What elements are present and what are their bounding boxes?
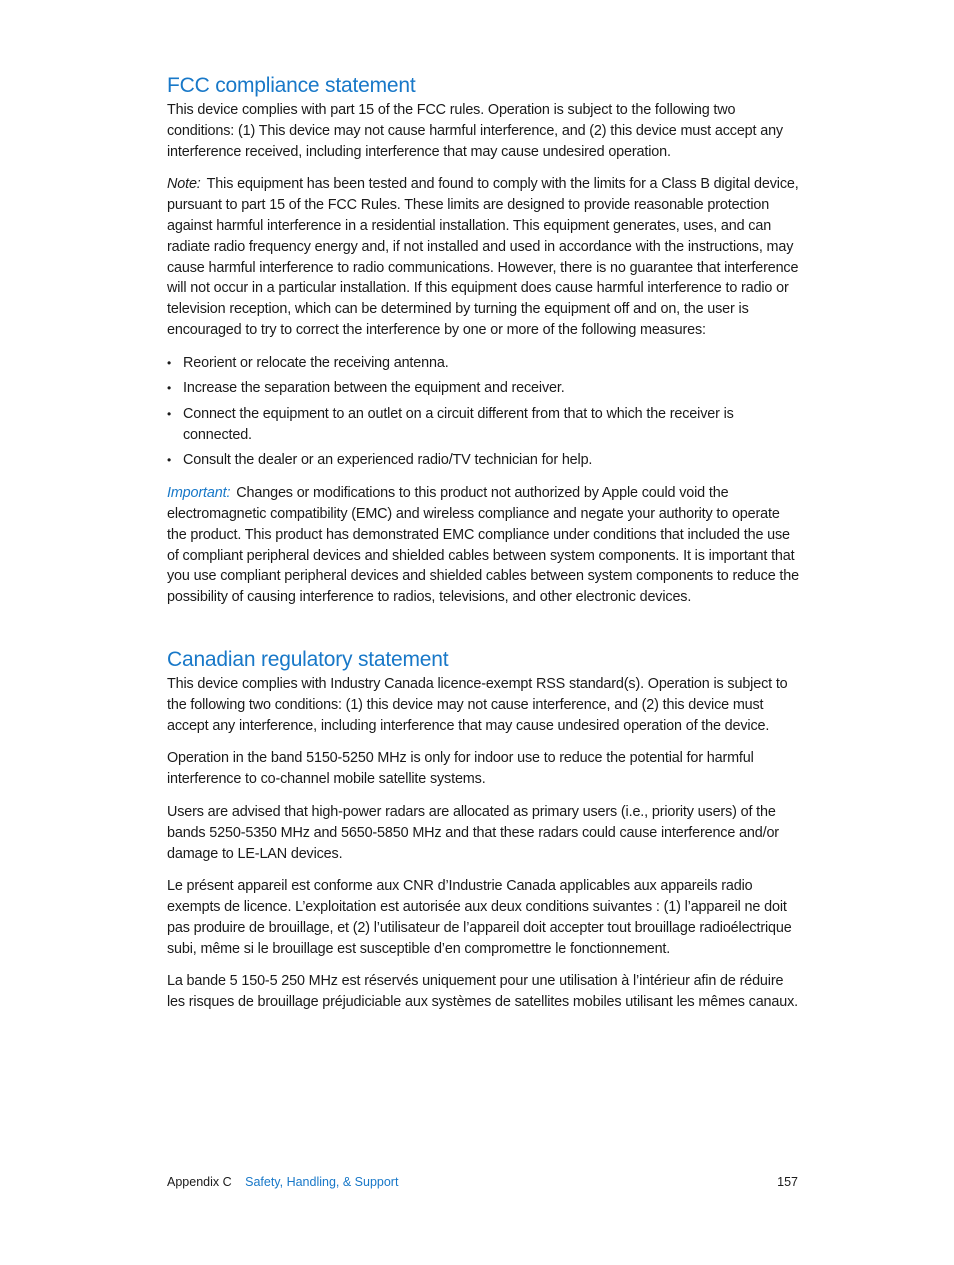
- list-item-text: Connect the equipment to an outlet on a circuit different from that to which the receiver is connected.: [183, 405, 734, 443]
- appendix-label: Appendix C: [167, 1175, 232, 1189]
- bullet-icon: •: [167, 381, 172, 396]
- list-item: [167, 353, 799, 374]
- canada-paragraph: This device complies with Industry Canada licence-exempt RSS standard(s). Operation is subject to the following two conditions: (1) this device may not cause interference, and (2) this device must accept any interference, including interference that may cause undesired operation of the device.: [167, 675, 788, 734]
- fcc-intro-paragraph: This device complies with part 15 of the FCC rules. Operation is subject to the following two conditions: (1) This device may not cause harmful interference, and (2) this device must accept any interference received, including interference that may cause undesired operation.: [167, 102, 783, 160]
- page-number: 157: [777, 1175, 798, 1189]
- canada-paragraph-french: Le présent appareil est conforme aux CNR d’Industrie Canada applicables aux appareils radio exempts de licence. L’exploitation est autorisée aux deux conditions suivantes : (1) l’appareil ne doit pas produire de brouillage, et (2) l’utilisateur de l’appareil doit accepter tout brouillage radioélectrique subi, même si le brouillage est susceptible d’en compromettre le fonctionnement.: [167, 878, 792, 957]
- list-item: [167, 378, 799, 399]
- fcc-measures-list: [167, 353, 799, 471]
- canada-paragraph: Operation in the band 5150-5250 MHz is only for indoor use to reduce the potential for harmful interference to co-channel mobile satellite systems.: [167, 750, 754, 788]
- canada-paragraph-french: La bande 5 150-5 250 MHz est réservés uniquement pour une utilisation à l’intérieur afin de réduire les risques de brouillage préjudiciable aux systèmes de satellites mobiles utilisant les mêmes canaux.: [167, 973, 799, 1011]
- fcc-heading: FCC compliance statement: [167, 74, 416, 97]
- page-content: [167, 72, 799, 1013]
- canada-paragraph: Users are advised that high-power radars are allocated as primary users (i.e., priority users) of the bands 5250-5350 MHz and 5650-5850 MHz and that these radars could cause interference and/or damage to LE-LAN devices.: [167, 803, 779, 862]
- canada-heading: Canadian regulatory statement: [167, 647, 449, 671]
- important-text: Changes or modifications to this product not authorized by Apple could void the electromagnetic compatibility (EMC) and wireless compliance and negate your authority to operate the product. This product has demonstrated EMC compliance under conditions that included the use of compliant peripheral devices and shielded cables between system components. It is important that you use compliant peripheral devices and shielded cables between system components to reduce the possibility of causing interference to radios, televisions, and other electronic devices.: [167, 485, 799, 606]
- bullet-icon: •: [167, 406, 172, 421]
- list-item: [167, 450, 799, 471]
- bullet-icon: •: [167, 453, 172, 468]
- list-item-text: Reorient or relocate the receiving antenna.: [183, 354, 449, 371]
- chapter-link[interactable]: Safety, Handling, & Support: [245, 1175, 399, 1189]
- list-item: [167, 404, 799, 446]
- page-footer: [167, 1173, 799, 1191]
- list-item-text: Consult the dealer or an experienced radio/TV technician for help.: [183, 452, 593, 469]
- fcc-important-paragraph: [167, 483, 799, 608]
- note-text: This equipment has been tested and found to comply with the limits for a Class B digital device, pursuant to part 15 of the FCC Rules. These limits are designed to provide reasonable protection against harmful interference in a residential installation. This equipment generates, uses, and can radiate radio frequency energy and, if not installed and used in accordance with the instructions, may cause harmful interference to radio communications. However, there is no guarantee that interference will not occur in a particular installation. If this equipment does cause harmful interference to radio or television reception, which can be determined by turning the equipment off and on, the user is encouraged to try to correct the interference by one or more of the following measures:: [167, 176, 799, 338]
- fcc-note-paragraph: [167, 174, 799, 340]
- list-item-text: Increase the separation between the equipment and receiver.: [183, 380, 565, 397]
- bullet-icon: •: [167, 355, 172, 370]
- note-label: Note:: [167, 176, 201, 193]
- important-label: Important:: [167, 485, 231, 502]
